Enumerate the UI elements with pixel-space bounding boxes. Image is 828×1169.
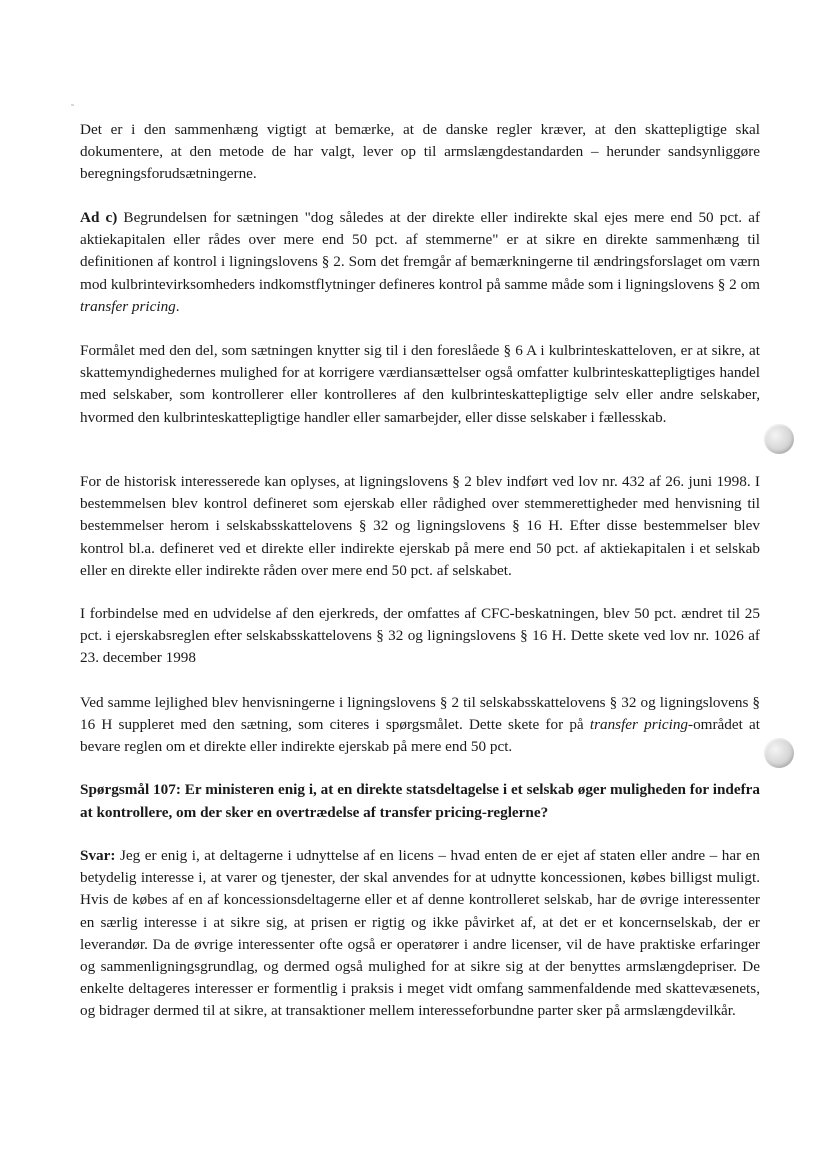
answer-lead: Svar: [80, 847, 116, 864]
scan-speck [71, 104, 74, 106]
paragraph-history [80, 471, 760, 582]
paragraph-end: . [175, 297, 180, 315]
paragraph-cfc [80, 603, 760, 670]
answer-text: Jeg er enig i, at deltagerne i udnyttelse af en licens – hvad enten de er ejet af staten eller andre – har en betydelig interesse i, at varer og tjenester, der skal anvendes for at udnytte koncessionen, købes billigst muligt. Hvis de købes af en af koncessionsdeltagerne eller et af denne kontrolleret selskab, har de øvrige interessenter en særlig interesse i at sikre sig, at prisen er rigtig og ikke påvirket af, at det er et koncernselskab, der er leverandør. Da de øvrige interessenter ofte også er operatører i andre licenser, vil de have praktiske erfaringer og sammenligningsgrundlag, og dermed også mulighed for at sikre sig at der benyttes armslængdepriser. De enkelte deltageres interesser er formentlig i praksis i meget vidt omfang sammenfaldende med skattevæsenets, og bidrager dermed til at sikre, at transaktioner mellem interesseforbundne parter sker på armslængdevilkår. [80, 847, 760, 1020]
paragraph-purpose [80, 340, 760, 429]
punch-hole [764, 738, 794, 768]
italic-term: transfer pricing [80, 297, 176, 315]
paragraph-references [80, 692, 760, 759]
italic-term: transfer pricing [589, 716, 689, 734]
paragraph-end: -området at bevare reglen om et direkte eller indirekte ejerskab på mere end 50 pct. [80, 716, 760, 756]
paragraph-ad-c [80, 207, 760, 318]
punch-hole [764, 424, 794, 454]
paragraph-text: I forbindelse med en udvidelse af den ejerkreds, der omfattes af CFC-beskatningen, blev 50 pct. ændret til 25 pct. i ejerskabsreglen efter selskabsskattelovens § 32 og ligningslovens § 16 H. Dette skete ved lov nr. 1026 af 23. december 1998 [80, 605, 760, 667]
paragraph-text: Ved samme lejlighed blev henvisningerne i ligningslovens § 2 til selskabsskattelovens § 32 og ligningslovens § 16 H suppleret med den sætning, som citeres i spørgsmålet. Dette skete for på [80, 694, 760, 734]
paragraph-lead: Ad c) [80, 209, 118, 226]
answer-paragraph [80, 845, 760, 1023]
question-107 [80, 779, 760, 825]
paragraph-text: Begrundelsen for sætningen "dog således at der direkte eller indirekte skal ejes mere end 50 pct. af aktiekapitalen eller rådes over mere end 50 pct. af stemmerne" er at sikre en direkte sammenhæng til definitionen af kontrol i ligningslovens § 2. Som det fremgår af bemærkningerne til ændringsforslaget om værn mod kulbrintevirksomheders indkomstflytninger defineres kontrol på samme måde som i ligningslovens § 2 om [80, 209, 760, 293]
paragraph-text: Formålet med den del, som sætningen knytter sig til i den foreslåede § 6 A i kulbrinteskatteloven, er at sikre, at skattemyndighedernes mulighed for at korrigere værdiansættelser også omfatter kulbrinteskattepligtiges handel med selskaber, som kontrollerer eller kontrolleres af den kulbrinteskattepligtige selv eller andre selskaber, hvormed den kulbrinteskattepligtige handler eller samarbejder, eller disse selskaber i fællesskab. [80, 342, 760, 426]
question-text: Spørgsmål 107: Er ministeren enig i, at en direkte statsdeltagelse i et selskab øger muligheden for indefra at kontrollere, om der sker en overtrædelse af transfer pricing-reglerne? [80, 781, 760, 821]
paragraph-text: For de historisk interesserede kan oplyses, at ligningslovens § 2 blev indført ved lov nr. 432 af 26. juni 1998. I bestemmelsen blev kontrol defineret som ejerskab eller rådighed over stemmerettigheder med henvisning til bestemmelser herom i selskabsskattelovens § 32 og ligningslovens § 16 H. Efter disse bestemmelser blev kontrol bl.a. defineret ved et direkte eller indirekte ejerskab på mere end 50 pct. af aktiekapitalen i et selskab eller en direkte eller indirekte råden over mere end 50 pct. af selskabet. [80, 473, 760, 579]
paragraph-text: Det er i den sammenhæng vigtigt at bemærke, at de danske regler kræver, at den skattepligtige skal dokumentere, at den metode de har valgt, lever op til armslængdestandarden – herunder sandsynliggøre beregningsforudsætningerne. [80, 121, 760, 183]
paragraph-documentation [80, 119, 760, 186]
